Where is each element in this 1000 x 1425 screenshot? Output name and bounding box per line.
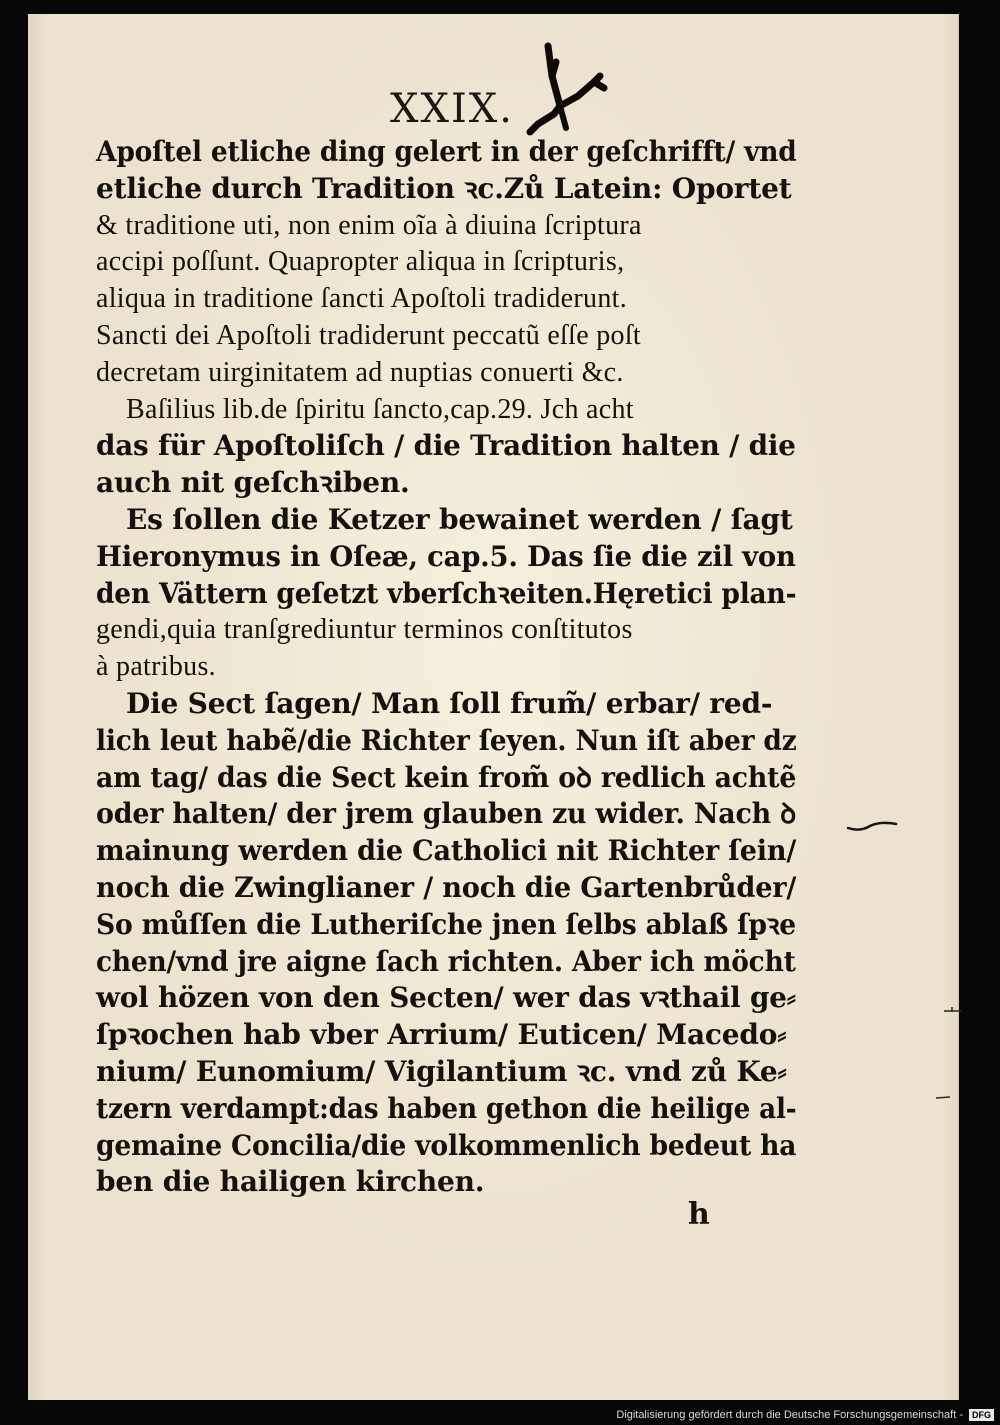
text-line: den Vättern geſetzt vberſchꝛeiten.Hęretici plan- bbox=[96, 576, 797, 610]
text-line: das für Apoſtoliſch / die Tradition halten / die bbox=[96, 429, 796, 463]
text-line: nium/ Eunomium/ Vigilantium ꝛc. vnd zů Ke⸗ bbox=[96, 1055, 787, 1088]
footer-bar bbox=[600, 1404, 1000, 1425]
text-line: Hieronymus in Oſeæ, cap.5. Das ſie die zil von bbox=[96, 539, 796, 573]
margin-tick-mark bbox=[846, 819, 898, 833]
text-line: gendi,quia tranſgrediuntur terminos conſtitutos bbox=[96, 614, 633, 646]
text-line: aliqua in traditione ſancti Apoſtoli tradiderunt. bbox=[96, 283, 628, 315]
text-line: noch die Zwinglianer / noch die Gartenbrůder/ bbox=[96, 871, 797, 904]
text-line: & traditione uti, non enim oĩa à diuina ſcriptura bbox=[96, 209, 642, 241]
text-line: wol hözen von den Secten/ wer das vꝛthail ge⸗ bbox=[96, 981, 796, 1015]
text-line: Baſilius lib.de ſpiritu ſancto,cap.29. Jch acht bbox=[126, 393, 634, 425]
text-line: Die Sect ſagen/ Man ſoll frum̃/ erbar/ red- bbox=[126, 687, 773, 720]
margin-tick-mark bbox=[942, 1004, 964, 1018]
text-line: Apoſtel etliche ding gelert in der geſchrifft/ vnd bbox=[96, 135, 797, 168]
text-line: gemaine Concilia/die volkommenlich bedeut ha bbox=[96, 1128, 797, 1162]
margin-tick-mark bbox=[934, 1090, 952, 1104]
signature-mark: h bbox=[688, 1197, 710, 1232]
book-page bbox=[28, 14, 959, 1400]
text-line: ben die hailigen kirchen. bbox=[96, 1165, 485, 1199]
text-line: decretam uirginitatem ad nuptias conuerti &c. bbox=[96, 356, 624, 388]
folio-number: XXIX. bbox=[390, 86, 514, 132]
text-line: ſpꝛochen hab vber Arrium/ Euticen/ Macedo⸗ bbox=[96, 1018, 787, 1052]
text-line: So můſſen die Lutheriſche jnen ſelbs ablaß ſpꝛe bbox=[96, 907, 796, 941]
dfg-credit-text: Digitalisierung gefördert durch die Deutsche Forschungsgemeinschaft - bbox=[616, 1408, 963, 1421]
text-line: am tag/ das die Sect kein from̃ oꝺ redlich achtẽ bbox=[96, 760, 797, 794]
text-line: etliche durch Tradition ꝛc.Zů Latein: Oportet bbox=[96, 171, 792, 205]
text-line: Es ſollen die Ketzer bewainet werden / ſagt bbox=[126, 503, 793, 536]
text-line: mainung werden die Catholici nit Richter ſein/ bbox=[96, 834, 797, 868]
text-line: Sancti dei Apoſtoli tradiderunt peccatũ eſſe poſt bbox=[96, 320, 641, 351]
text-line: oder halten/ der jrem glauben zu wider. Nach ꝺ bbox=[96, 797, 797, 831]
text-line: à patribus. bbox=[96, 651, 216, 683]
text-line: chen/vnd jre aigne ſach richten. Aber ich möcht bbox=[96, 944, 796, 978]
text-line: auch nit geſchꝛiben. bbox=[96, 466, 410, 500]
text-line: tzern verdampt:das haben gethon die heilige al- bbox=[96, 1091, 797, 1125]
text-line: lich leut habẽ/die Richter ſeyen. Nun iſt aber dz bbox=[96, 723, 797, 757]
text-line: accipi poſſunt. Quapropter aliqua in ſcripturis, bbox=[96, 246, 625, 278]
dfg-logo: DFG bbox=[969, 1409, 994, 1421]
